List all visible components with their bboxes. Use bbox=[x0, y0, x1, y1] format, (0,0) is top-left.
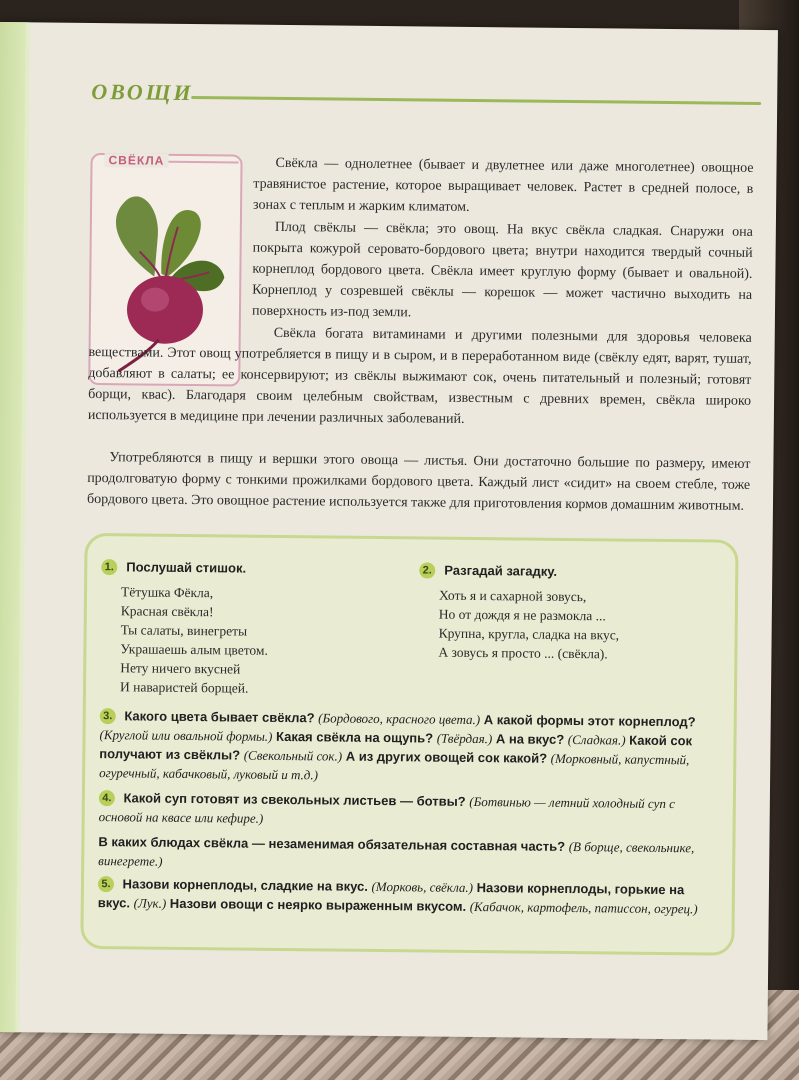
poem-line: Красная свёкла! bbox=[120, 603, 214, 620]
riddle-line: А зовусь я просто ... (свёкла). bbox=[438, 644, 608, 662]
riddle-line: Хоть я и сахарной зовусь, bbox=[438, 587, 587, 605]
task-number: 4. bbox=[99, 790, 115, 806]
poem bbox=[100, 582, 401, 699]
answer: (Свекольный сок.) bbox=[243, 747, 343, 764]
answer: (Бордового, красного цвета.) bbox=[318, 710, 481, 728]
task-5 bbox=[98, 874, 718, 918]
poem-line: Украшаешь алым цветом. bbox=[120, 641, 268, 658]
poem-line: Нету ничего вкусней bbox=[120, 660, 241, 677]
task-title: Послушай стишок. bbox=[126, 559, 247, 576]
section-title: ОВОЩИ bbox=[91, 78, 194, 106]
answer: (В борще, свекольнике, винегрете.) bbox=[98, 839, 695, 869]
question: Какая свёкла на ощупь? bbox=[275, 728, 434, 746]
question: В каких блюдах свёкла — незаменимая обязательная составная часть? bbox=[98, 834, 566, 854]
answer: (Твёрдая.) bbox=[436, 730, 493, 747]
intro-paragraph-1: Свёкла — однолетнее (бывает и двулетнее или даже многолетнее) овощное травянистое растение, которое выращивает человек. Растет в средней полосе, в зонах с теплым и жарким климатом. bbox=[253, 155, 754, 215]
question: Назови корнеплоды, горькие на вкус. bbox=[97, 880, 685, 911]
poem-line: Тётушка Фёкла, bbox=[120, 584, 214, 601]
section-header bbox=[91, 79, 194, 106]
answer: (Кабачок, картофель, патиссон, огурец.) bbox=[469, 898, 698, 917]
task-4 bbox=[98, 788, 719, 876]
task-number: 2. bbox=[419, 562, 435, 578]
task-2 bbox=[418, 561, 719, 664]
answer: (Круглой или овальной формы.) bbox=[99, 727, 273, 744]
riddle bbox=[418, 585, 719, 664]
question: Назови корнеплоды, сладкие на вкус. bbox=[122, 876, 368, 894]
answer: (Сладкая.) bbox=[567, 731, 626, 748]
intro-paragraph-3: Свёкла богата витаминами и другими полезными для здоровья человека веществами. Этот овощ употребляется в пищу и в сыром, и в переработанном виде (свёклу едят, варят, тушат, добавляют в салаты; ее консервируют; из свёклы выжимают сок, очень питательный и полезный; готовят борщи, квас). Благодаря своим целебным свойствам, известным с древних времен, свёкла широко используется в медицине при лечении различных заболеваний. bbox=[87, 325, 752, 427]
poem-line: Ты салаты, винегреты bbox=[120, 622, 248, 639]
section-title-line bbox=[191, 96, 761, 105]
riddle-line: Крупна, кругла, сладка на вкус, bbox=[438, 625, 620, 643]
question: А из других овощей сок какой? bbox=[345, 748, 548, 766]
answer: (Лук.) bbox=[133, 895, 167, 911]
book-page bbox=[0, 22, 778, 1040]
question: Назови овощи с неярко выраженным вкусом. bbox=[169, 895, 467, 914]
question: Какой сок получают из свёклы? bbox=[99, 732, 693, 763]
question: А на вкус? bbox=[495, 731, 565, 747]
card-title-line bbox=[159, 161, 239, 164]
answer: (Морковь, свёкла.) bbox=[371, 878, 474, 896]
riddle-line: Но от дождя я не размокла ... bbox=[438, 606, 606, 624]
task-4-second bbox=[98, 832, 718, 876]
card-title: СВЁКЛА bbox=[104, 153, 168, 168]
intro-paragraph-4: Употребляются в пищу и вершки этого овоща — листья. Они достаточно большие по размеру, имеют продолговатую форму с тонкими прожилками бордового цвета. Каждый лист «сидит» на своем стебле, тоже бордового цвета. Это овощное растение используется также для приготовления кормов домашним животным. bbox=[86, 450, 751, 514]
task-title: Разгадай загадку. bbox=[444, 562, 558, 579]
task-number: 3. bbox=[100, 708, 116, 724]
answer: (Морковный, капустный, огуречный, кабачковый, луковый и т.д.) bbox=[99, 750, 690, 783]
poem-line: И наваристей борщей. bbox=[119, 679, 249, 696]
answer: (Ботвинью — летний холодный суп с основой на квасе или кефире.) bbox=[98, 793, 676, 826]
task-number: 5. bbox=[98, 876, 114, 892]
question: Какой суп готовят из свекольных листьев — ботвы? bbox=[123, 790, 466, 809]
tasks-box bbox=[80, 533, 738, 956]
task-number: 1. bbox=[101, 559, 117, 575]
question: А какой формы этот корнеплод? bbox=[483, 712, 696, 730]
intro-paragraph-2: Плод свёклы — свёкла; это овощ. На вкус свёкла сладкая. Снаружи она покрыта кожурой серовато-бордового цвета; внутри находится твердый сочный корнеплод бордового цвета. Свёкла имеет круглую форму (бывает и овальной). Корнеплод у созревшей свёклы — корешок — может частично выходить на поверхность из-под земли. bbox=[251, 219, 753, 321]
task-1 bbox=[100, 558, 401, 699]
page-margin-stripe bbox=[0, 22, 26, 1032]
question: Какого цвета бывает свёкла? bbox=[124, 708, 315, 726]
task-3 bbox=[99, 706, 720, 788]
